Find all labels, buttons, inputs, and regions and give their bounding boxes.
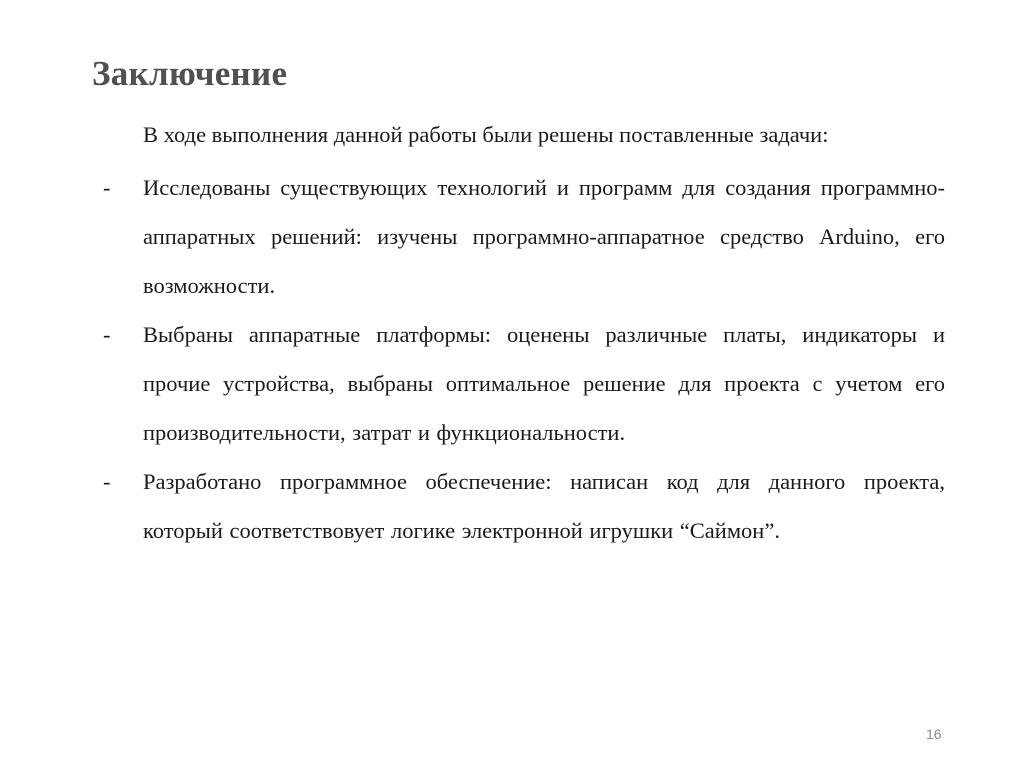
bullet-text: Исследованы существующих технологий и программ для создания программно-аппаратных решений: изучены программно-аппаратное средство Arduino, его возможности.	[143, 175, 945, 298]
intro-text: В ходе выполнения данной работы были решены поставленные задачи:	[143, 122, 829, 147]
bullet-dash: -	[103, 469, 111, 494]
list-item	[0, 457, 1024, 555]
slide-title: Заключение	[92, 54, 288, 93]
bullet-text: Разработано программное обеспечение: написан код для данного проекта, который соответствовует логике электронной игрушки “Саймон”.	[143, 469, 945, 543]
bullet-text: Выбраны аппаратные платформы: оценены различные платы, индикаторы и прочие устройства, выбраны оптимальное решение для проекта с учетом его производительности, затрат и функциональности.	[143, 322, 945, 445]
list-item	[0, 310, 1024, 457]
bullet-list	[0, 163, 1024, 555]
list-item	[0, 163, 1024, 310]
page-number: 16	[926, 726, 942, 742]
bullet-dash: -	[103, 175, 111, 200]
bullet-dash: -	[103, 322, 111, 347]
